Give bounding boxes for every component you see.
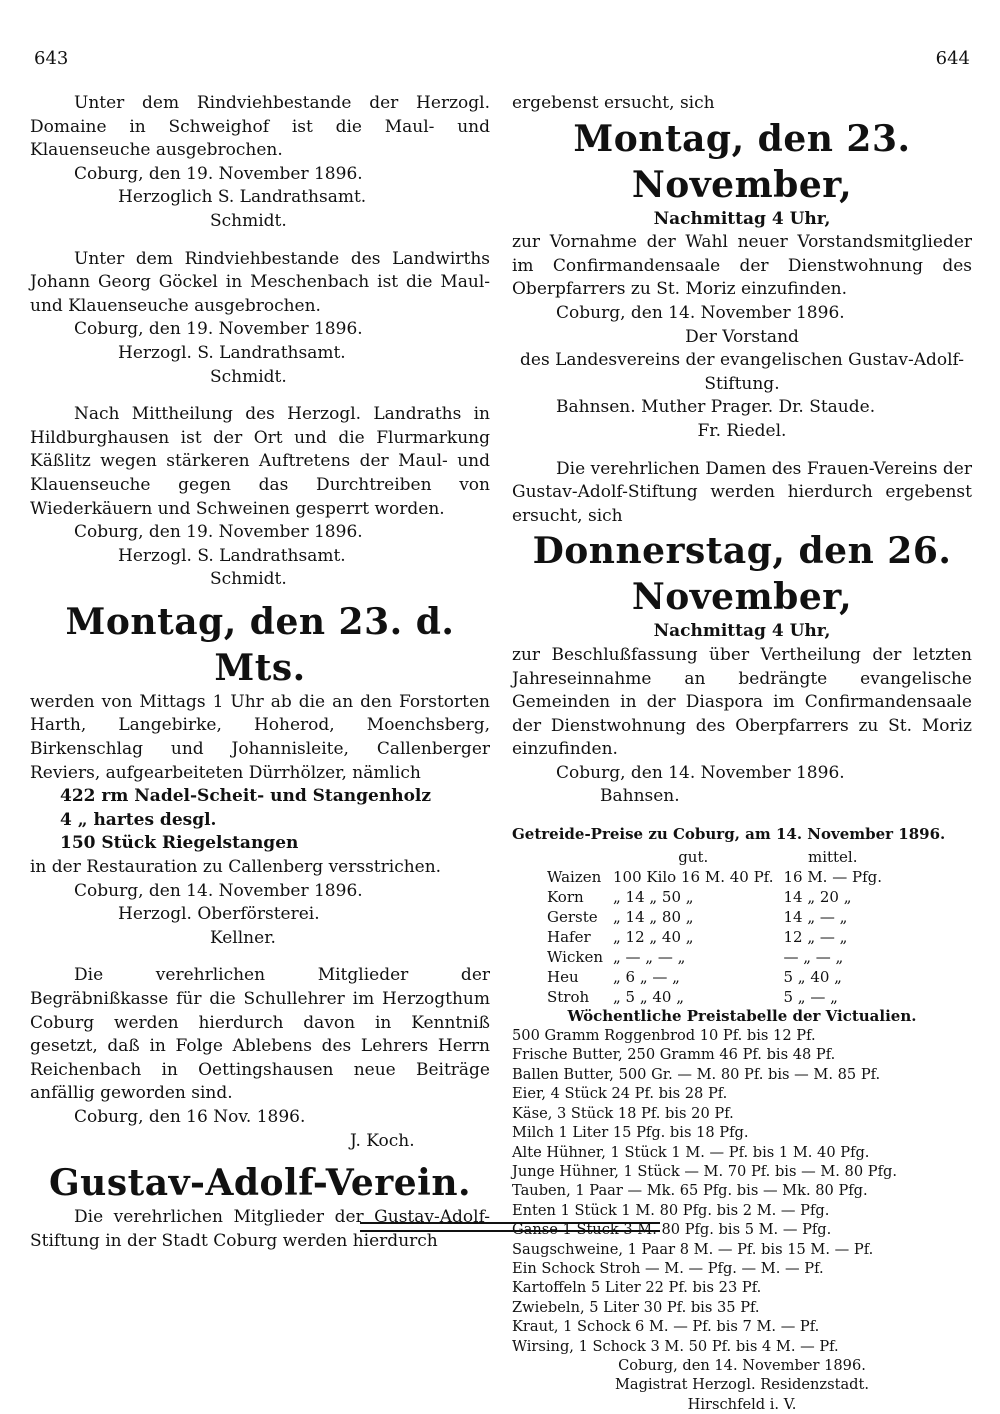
table-cell: 100 Kilo 16 M. 40 Pf.	[612, 867, 774, 886]
right-column	[512, 92, 972, 1414]
victual-line: Kartoffeln 5 Liter 22 Pf. bis 23 Pf.	[512, 1279, 762, 1297]
prices-col-gut: gut.	[678, 847, 709, 866]
meeting-time: Nachmittag 4 Uhr,	[653, 621, 831, 642]
notice-office: Der Vorstand	[685, 326, 799, 347]
victual-list	[512, 1026, 972, 1356]
notice-schweighof	[30, 92, 490, 234]
notice-signatures: Bahnsen. Muther Prager. Dr. Staude.	[556, 397, 876, 418]
notice-date: Coburg, den 14. November 1896.	[618, 1356, 866, 1374]
left-column	[30, 92, 490, 1253]
notice-text: Die verehrlichen Mitglieder der Begräbnißkasse für die Schullehrer im Herzogthum Coburg werden hierdurch davon in Kenntniß gesetzt, daß in Folge Ablebens des Lehrers Herrn Reichenbach in Oettingshausen neue Beiträge anfällig geworden sind.	[30, 965, 490, 1104]
table-cell: 16 M. — Pfg.	[783, 867, 883, 886]
auction-text-2: in der Restauration zu Callenberg versstrichen.	[30, 857, 442, 878]
victual-title: Wöchentliche Preistabelle der Victualien.	[567, 1006, 917, 1025]
notice-text: Nach Mittheilung des Herzogl. Landraths in Hildburghausen ist der Ort und die Flurmarkung Käßlitz wegen stärkeren Auftretens der Maul- und Klauenseuche gegen das Durchtreiben von Wiederkäuern und Schweinen gesperrt worden.	[30, 404, 490, 519]
table-cell: 5 „ — „	[783, 987, 838, 1006]
notice-signature: Schmidt.	[210, 366, 287, 387]
notice-signature: Schmidt.	[210, 210, 287, 231]
victual-line: Gänse 1 Stück 3 M. 80 Pfg. bis 5 M. — Pfg.	[512, 1221, 832, 1239]
notice-date: Coburg, den 16 Nov. 1896.	[74, 1106, 306, 1127]
table-cell: 5 „ 40 „	[783, 967, 842, 986]
notice-office: Herzoglich S. Landrathsamt.	[118, 187, 367, 208]
meeting-headline: Montag, den 23. November,	[573, 117, 911, 206]
notice-signature: Schmidt.	[210, 569, 287, 590]
table-cell: Hafer	[547, 927, 591, 946]
table-cell: „ 14 „ 50 „	[612, 887, 694, 906]
notice-date: Coburg, den 14. November 1896.	[556, 302, 845, 323]
notice-signature: Bahnsen.	[600, 786, 680, 807]
table-cell: 14 „ 20 „	[783, 887, 852, 906]
notice-text: Die verehrlichen Damen des Frauen-Vereins der Gustav-Adolf-Stiftung werden hierdurch ergebenst ersucht, sich	[512, 458, 972, 526]
notice-begraebniskasse	[30, 964, 490, 1153]
table-row	[542, 947, 887, 967]
notice-signature: Hirschfeld i. V.	[687, 1395, 797, 1413]
table-cell: Gerste	[547, 907, 598, 926]
table-cell: — „ — „	[783, 947, 844, 966]
notice-text: zur Beschlußfassung über Vertheilung der letzten Jahreseinnahme an bedrängte evangelische Gemeinden in der Diaspora im Confirmandensaale der Dienstwohnung des Oberpfarrers zu St. Moriz einzufinden.	[512, 644, 972, 760]
notice-office-2: des Landesvereins der evangelischen Gustav-Adolf-Stiftung.	[520, 350, 964, 394]
victual-line: Saugschweine, 1 Paar 8 M. — Pf. bis 15 M. — Pf.	[512, 1240, 874, 1258]
meeting-headline: Donnerstag, den 26. November,	[532, 530, 952, 619]
table-cell: „ 12 „ 40 „	[612, 927, 694, 946]
notice-date: Coburg, den 14. November 1896.	[74, 880, 363, 901]
prices-header-row	[542, 847, 887, 867]
notice-office: Herzogl. S. Landrathsamt.	[118, 545, 346, 566]
table-cell: Heu	[547, 967, 579, 986]
table-cell: 14 „ — „	[783, 907, 848, 926]
table-row	[542, 887, 887, 907]
notice-office: Herzogl. Oberförsterei.	[118, 904, 320, 925]
page-number-right: 644	[935, 48, 970, 69]
notice-signature: J. Koch.	[350, 1130, 415, 1151]
grain-prices	[512, 823, 972, 1007]
victual-line: Frische Butter, 250 Gramm 46 Pf. bis 48 Pf.	[512, 1046, 836, 1064]
notice-text: Unter dem Rindviehbestande der Herzogl. Domaine in Schweighof ist die Maul- und Klauenseuche ausgebrochen.	[30, 93, 490, 161]
table-cell: „ — „ — „	[612, 947, 686, 966]
table-cell: Wicken	[547, 947, 603, 966]
notice-text: Die verehrlichen Mitglieder der Gustav-Adolf-Stiftung in der Stadt Coburg werden hierdurch	[30, 1207, 490, 1251]
notice-office: Herzogl. S. Landrathsamt.	[118, 342, 346, 363]
table-cell: „ 14 „ 80 „	[612, 907, 694, 926]
notice-office: Magistrat Herzogl. Residenzstadt.	[614, 1376, 870, 1394]
victual-line: Junge Hühner, 1 Stück — M. 70 Pf. bis — M. 80 Pfg.	[512, 1162, 897, 1180]
notice-text: Unter dem Rindviehbestande des Landwirths Johann Georg Göckel in Meschenbach ist die Maul- und Klauenseuche ausgebrochen.	[30, 248, 490, 316]
notice-vorstandswahl	[512, 92, 972, 444]
table-cell: Korn	[547, 887, 584, 906]
victual-line: 500 Gramm Roggenbrod 10 Pf. bis 12 Pf.	[512, 1027, 816, 1045]
notice-date: Coburg, den 14. November 1896.	[556, 762, 845, 783]
victual-line: Wirsing, 1 Schock 3 M. 50 Pf. bis 4 M. — Pf.	[512, 1337, 839, 1355]
auction-item: 422 rm Nadel-Scheit- und Stangenholz	[60, 786, 432, 807]
victual-line: Enten 1 Stück 1 M. 80 Pfg. bis 2 M. — Pfg.	[512, 1201, 830, 1219]
table-cell: 12 „ — „	[783, 927, 848, 946]
notice-signature: Fr. Riedel.	[697, 420, 787, 441]
table-cell: Stroh	[547, 987, 590, 1006]
prices-col-mittel: mittel.	[807, 847, 858, 866]
auction-text: werden von Mittags 1 Uhr ab die an den Forstorten Harth, Langebirke, Hoherod, Moenchsberg, Birkenschlag und Johannisleite, Callenberger Reviers, aufgearbeiteten Dürrhölzer, nämlich	[30, 691, 490, 783]
notice-wood-auction	[30, 599, 490, 951]
notice-date: Coburg, den 19. November 1896.	[74, 163, 363, 184]
victual-line: Tauben, 1 Paar — Mk. 65 Pfg. bis — Mk. 80 Pfg.	[512, 1182, 868, 1200]
victual-line: Eier, 4 Stück 24 Pf. bis 28 Pf.	[512, 1085, 728, 1103]
notice-kaesslitz	[30, 403, 490, 592]
victual-line: Ein Schock Stroh — M. — Pfg. — M. — Pf.	[512, 1259, 824, 1277]
verein-headline: Gustav-Adolf-Verein.	[48, 1162, 472, 1205]
prices-title: Getreide-Preise zu Coburg, am 14. November 1896.	[512, 825, 946, 844]
victual-prices	[512, 1007, 972, 1414]
table-row	[542, 967, 887, 987]
auction-headline: Montag, den 23. d. Mts.	[65, 600, 455, 689]
notice-meschenbach	[30, 248, 490, 390]
page-number-left: 643	[34, 48, 69, 69]
notice-text: ergebenst ersucht, sich	[512, 93, 715, 113]
table-row	[542, 867, 887, 887]
victual-line: Ballen Butter, 500 Gr. — M. 80 Pf. bis — M. 85 Pf.	[512, 1065, 881, 1083]
table-row	[542, 907, 887, 927]
victual-line: Kraut, 1 Schock 6 M. — Pf. bis 7 M. — Pf.	[512, 1318, 820, 1336]
victual-line: Milch 1 Liter 15 Pfg. bis 18 Pfg.	[512, 1124, 749, 1142]
notice-date: Coburg, den 19. November 1896.	[74, 319, 363, 340]
victual-line: Käse, 3 Stück 18 Pf. bis 20 Pf.	[512, 1104, 734, 1122]
notice-signature: Kellner.	[210, 927, 276, 948]
table-row	[542, 927, 887, 947]
bottom-rule	[360, 1222, 660, 1232]
notice-gustav-adolf-verein	[30, 1160, 490, 1253]
table-row	[542, 987, 887, 1007]
table-cell: „ 6 „ — „	[612, 967, 680, 986]
meeting-time: Nachmittag 4 Uhr,	[653, 208, 831, 229]
notice-date: Coburg, den 19. November 1896.	[74, 522, 363, 543]
table-cell: Waizen	[547, 867, 602, 886]
auction-item: 4 „ hartes desgl.	[60, 809, 217, 830]
notice-frauenverein	[512, 458, 972, 810]
victual-line: Alte Hühner, 1 Stück 1 M. — Pf. bis 1 M. 40 Pfg.	[512, 1143, 870, 1161]
table-cell: „ 5 „ 40 „	[612, 987, 684, 1006]
notice-text: zur Vornahme der Wahl neuer Vorstandsmitglieder im Confirmandensaale der Dienstwohnung des Oberpfarrers zu St. Moriz einzufinden.	[512, 232, 972, 300]
prices-table	[542, 847, 887, 1007]
auction-item: 150 Stück Riegelstangen	[60, 833, 299, 854]
victual-line: Zwiebeln, 5 Liter 30 Pf. bis 35 Pf.	[512, 1298, 760, 1316]
